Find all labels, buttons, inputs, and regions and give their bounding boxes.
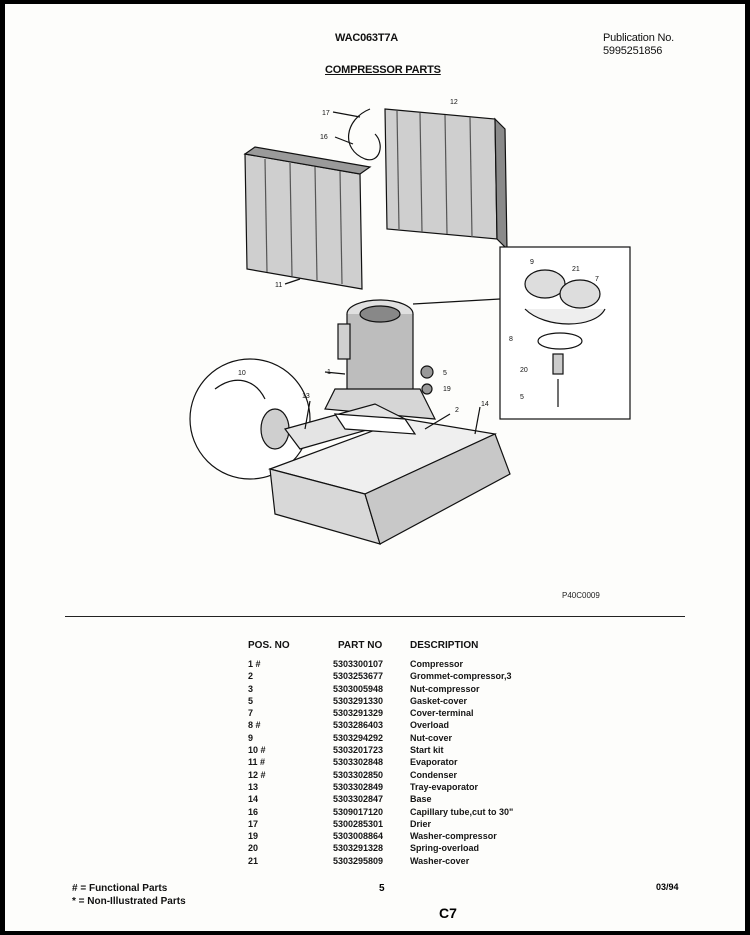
callout-label: 8 [509, 336, 513, 343]
pos-cell: 5 [248, 695, 254, 706]
figure-code: P40C0009 [562, 591, 600, 600]
table-row [248, 719, 548, 731]
pos-cell: 17 [248, 818, 259, 829]
table-row [248, 818, 548, 830]
page-number: 5 [379, 883, 385, 894]
callout-label: 12 [450, 99, 458, 106]
callout-label: 19 [443, 386, 451, 393]
desc-cell: Compressor [410, 659, 464, 669]
desc-cell: Tray-evaporator [410, 781, 479, 792]
section-title: COMPRESSOR PARTS [325, 64, 441, 76]
pos-cell: 3 [248, 683, 254, 694]
capillary-tube-drawing [349, 109, 381, 160]
pos-cell: 20 [248, 843, 259, 854]
callout-label: 10 [238, 370, 246, 377]
part-cell: 5303302848 [333, 757, 384, 768]
part-cell: 5303005948 [333, 683, 384, 694]
desc-cell: Gasket-cover [410, 695, 468, 706]
desc-cell: Nut-compressor [410, 683, 480, 694]
part-cell: 5303294292 [333, 732, 384, 743]
callout-label: 5 [443, 370, 447, 377]
table-row [248, 830, 548, 842]
desc-cell: Evaporator [410, 757, 458, 768]
callout-label: 21 [572, 266, 580, 273]
desc-cell: Grommet-compressor,3 [410, 671, 512, 682]
pos-cell: 21 [248, 855, 259, 866]
callout-label: 13 [302, 393, 310, 400]
part-cell: 5303291328 [333, 843, 384, 854]
desc-cell: Washer-compressor [410, 831, 497, 842]
parts-catalog-page [5, 4, 745, 931]
callout-label: 11 [275, 282, 283, 289]
table-row [248, 806, 548, 818]
publication-label: Publication No. [603, 32, 674, 44]
callout-label: 16 [320, 134, 328, 141]
table-row [248, 658, 548, 670]
part-cell: 5303291330 [333, 695, 384, 706]
pos-cell: 9 [248, 732, 254, 743]
page-code: C7 [439, 905, 457, 921]
table-row [248, 707, 548, 719]
callout-label: 17 [322, 110, 330, 117]
exploded-parts-diagram [175, 89, 635, 569]
callout-label: 2 [455, 407, 459, 414]
pos-cell: 19 [248, 831, 259, 842]
callout-label: 14 [481, 401, 489, 408]
table-row [248, 855, 548, 867]
pos-cell: 11 # [248, 757, 266, 768]
part-cell: 5303302847 [333, 794, 384, 805]
table-row [248, 756, 548, 768]
legend-non-illustrated: * = Non-Illustrated Parts [72, 896, 186, 907]
desc-cell: Nut-cover [410, 732, 453, 743]
column-header-desc: DESCRIPTION [410, 640, 479, 651]
column-header-pos: POS. NO [248, 640, 290, 651]
table-row [248, 793, 548, 805]
publication-block [603, 32, 674, 58]
callout-label: 7 [595, 276, 599, 283]
part-cell: 5303291329 [333, 708, 384, 719]
pos-cell: 2 [248, 671, 254, 682]
desc-cell: Cover-terminal [410, 708, 474, 719]
part-cell: 5303286403 [333, 720, 384, 731]
desc-cell: Drier [410, 818, 432, 829]
pos-cell: 10 # [248, 745, 266, 756]
callout-label: 1 [327, 369, 331, 376]
part-cell: 5303253677 [333, 671, 384, 682]
table-row [248, 683, 548, 695]
pos-cell: 12 # [248, 769, 266, 780]
table-row [248, 670, 548, 682]
table-row [248, 842, 548, 854]
desc-cell: Capillary tube,cut to 30" [410, 806, 514, 817]
pos-cell: 16 [248, 806, 259, 817]
desc-cell: Washer-cover [410, 855, 470, 866]
table-row [248, 769, 548, 781]
pos-cell: 14 [248, 794, 259, 805]
publication-date: 03/94 [656, 882, 679, 892]
publication-number: 5995251856 [603, 45, 663, 57]
evaporator-coil-drawing [245, 147, 370, 289]
desc-cell: Spring-overload [410, 843, 480, 854]
model-number: WAC063T7A [335, 32, 398, 44]
pos-cell: 8 # [248, 720, 261, 731]
pos-cell: 13 [248, 781, 259, 792]
desc-cell: Base [410, 794, 432, 805]
pos-cell: 7 [248, 708, 254, 719]
part-cell: 5300285301 [333, 818, 384, 829]
callout-label: 20 [520, 367, 528, 374]
desc-cell: Condenser [410, 769, 458, 780]
callout-label: 5 [520, 394, 524, 401]
table-row [248, 695, 548, 707]
pos-cell: 1 # [248, 659, 261, 669]
desc-cell: Overload [410, 720, 450, 731]
part-cell: 5309017120 [333, 806, 384, 817]
parts-table [248, 658, 548, 867]
condenser-coil-drawing [385, 109, 507, 249]
table-row [248, 781, 548, 793]
part-cell: 5303201723 [333, 745, 384, 756]
part-cell: 5303008864 [333, 831, 384, 842]
table-row [248, 732, 548, 744]
compressor-drawing [325, 300, 435, 419]
divider [65, 616, 685, 617]
column-header-part: PART NO [338, 640, 383, 651]
legend-functional: # = Functional Parts [72, 883, 168, 894]
part-cell: 5303302850 [333, 769, 384, 780]
part-cell: 5303300107 [333, 659, 384, 669]
callout-label: 9 [530, 259, 534, 266]
part-cell: 5303295809 [333, 855, 384, 866]
part-cell: 5303302849 [333, 781, 384, 792]
table-row [248, 744, 548, 756]
desc-cell: Start kit [410, 745, 444, 756]
